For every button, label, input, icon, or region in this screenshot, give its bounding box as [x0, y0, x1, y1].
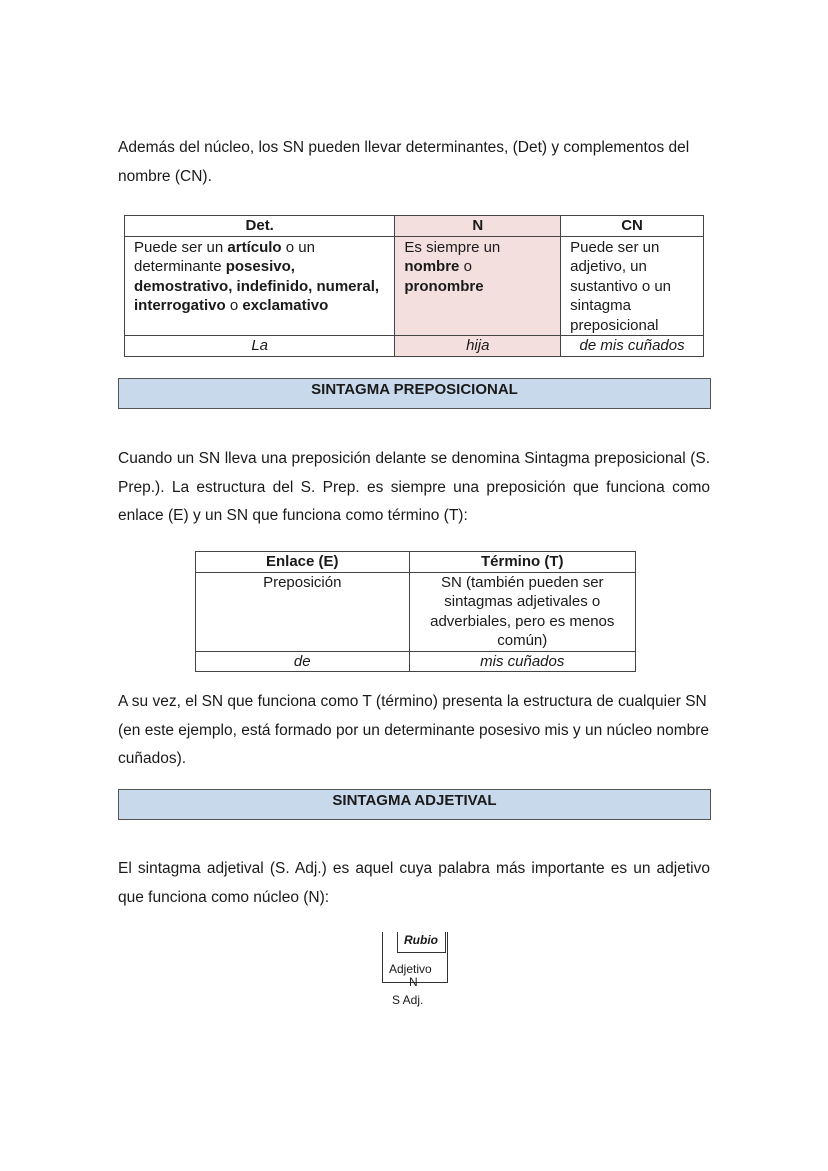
example-enlace: de	[196, 651, 410, 672]
table-example-row	[125, 336, 704, 357]
det-description: Puede ser un artículo o un determinante posesivo, demostrativo, indefinido, numeral, interrogativo o exclamativo	[125, 236, 395, 336]
example-cn: de mis cuñados	[561, 336, 704, 357]
prep-paragraph: Cuando un SN lleva una preposición delante se denomina Sintagma preposicional (S. Prep.). La estructura del S. Prep. es siempre una preposición que funciona como enlace (E) y un SN que funciona como término (T):	[118, 450, 710, 524]
section-heading-adj: SINTAGMA ADJETIVAL	[118, 789, 711, 820]
term-paragraph: A su vez, el SN que funciona como T (término) presenta la estructura de cualquier SN (en este ejemplo, está formado por un determinante posesivo mis y un núcleo nombre cuñados).	[118, 693, 710, 767]
table-header-row	[125, 216, 704, 237]
diagram-word: Rubio	[404, 933, 438, 947]
header-det: Det.	[125, 216, 395, 237]
sn-structure-table	[124, 215, 704, 357]
cn-description: Puede ser un adjetivo, un sustantivo o un sintagma preposicional	[561, 236, 704, 336]
example-n: hija	[395, 336, 561, 357]
table-row	[125, 236, 704, 336]
adj-paragraph: El sintagma adjetival (S. Adj.) es aquel cuya palabra más importante es un adjetivo que funciona como núcleo (N):	[118, 860, 710, 906]
diagram-function: N	[409, 975, 418, 989]
diagram-phrase-label: S Adj.	[392, 993, 424, 1007]
enlace-description: Preposición	[196, 572, 410, 651]
table-row	[196, 572, 636, 651]
section-heading-prep: SINTAGMA PREPOSICIONAL	[118, 378, 711, 409]
table-example-row	[196, 651, 636, 672]
diagram-category: Adjetivo	[389, 962, 432, 976]
header-enlace: Enlace (E)	[196, 552, 410, 573]
header-cn: CN	[561, 216, 704, 237]
intro-paragraph: Además del núcleo, los SN pueden llevar determinantes, (Det) y complementos del nombre (CN).	[118, 139, 690, 185]
header-termino: Término (T)	[409, 552, 635, 573]
example-termino: mis cuñados	[409, 651, 635, 672]
adjective-phrase-diagram	[380, 930, 460, 1020]
termino-description: SN (también pueden ser sintagmas adjetivales o adverbiales, pero es menos común)	[409, 572, 635, 651]
table-header-row	[196, 552, 636, 573]
example-det: La	[125, 336, 395, 357]
n-description: Es siempre un nombre o pronombre	[395, 236, 561, 336]
header-n: N	[395, 216, 561, 237]
prep-structure-table	[195, 551, 636, 672]
